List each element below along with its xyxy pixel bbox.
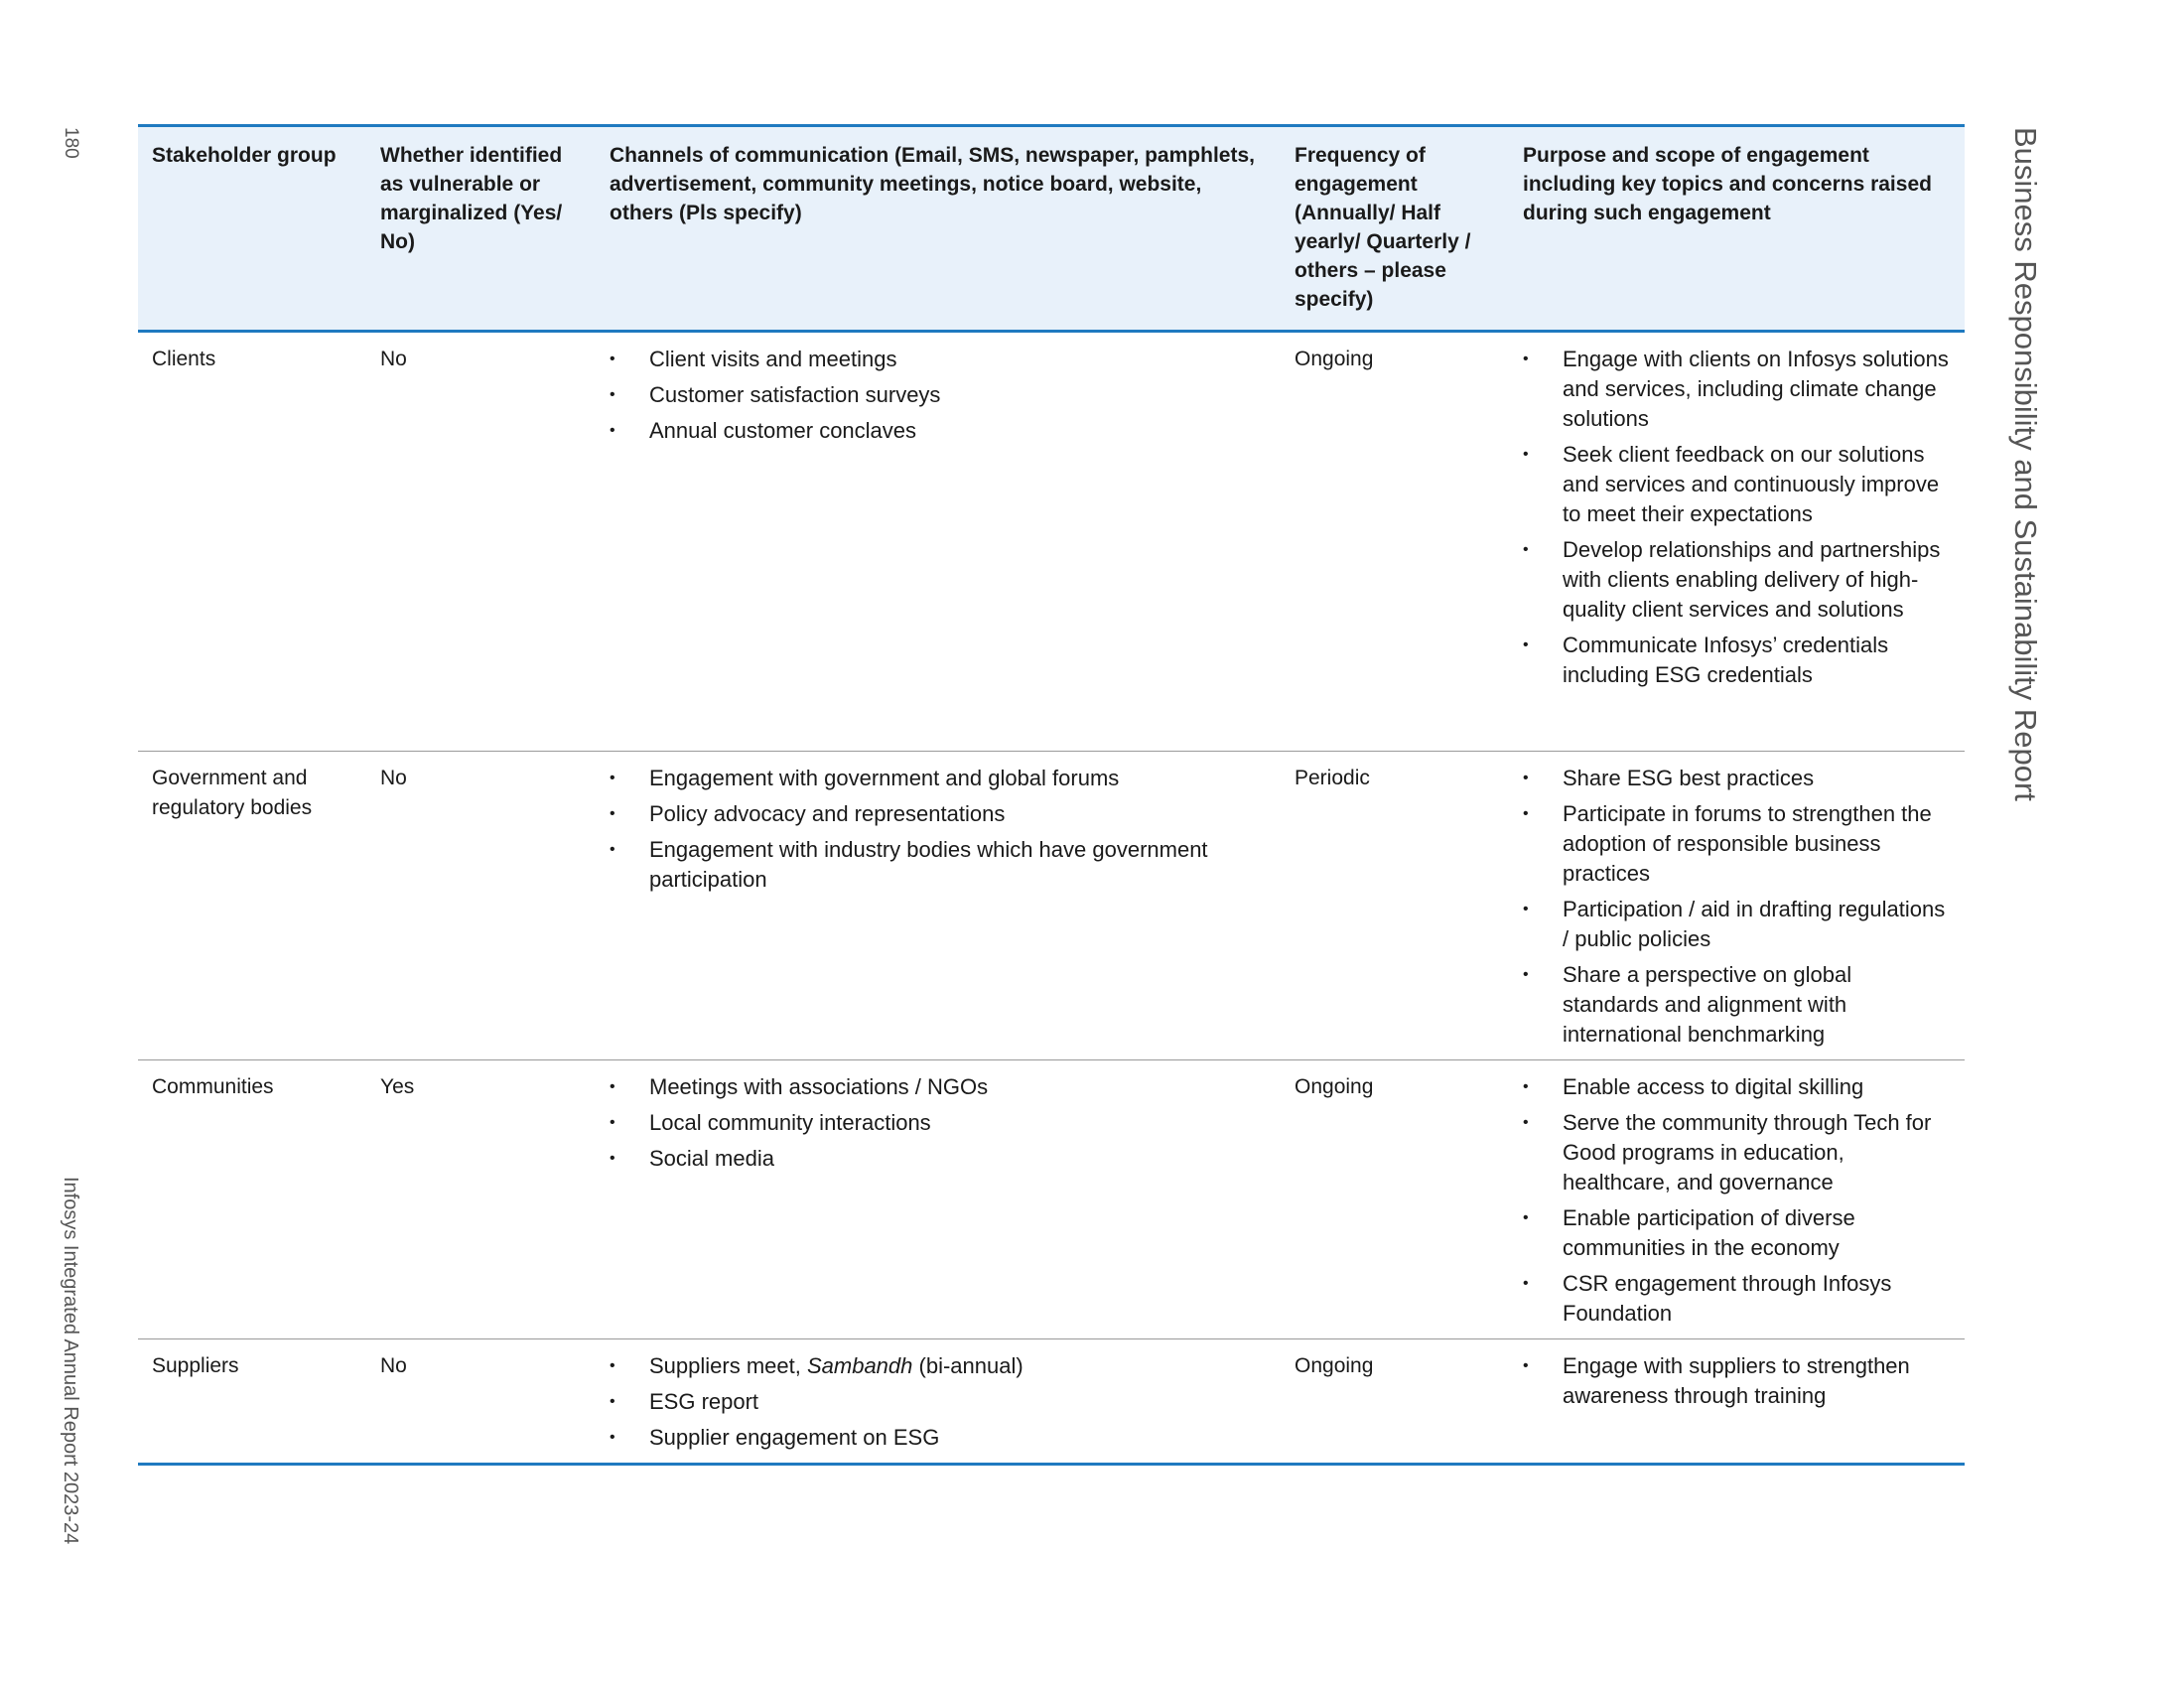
list-item: • CSR engagement through Infosys Foundation <box>1523 1269 1951 1329</box>
cell-frequency: Ongoing <box>1281 1339 1509 1465</box>
cell-vulnerable: No <box>380 348 407 370</box>
list-item: • Annual customer conclaves <box>610 416 1267 446</box>
page-number: 180 <box>61 127 81 159</box>
table-row <box>138 1339 1965 1465</box>
cell-channels <box>596 752 1281 1060</box>
list-item: • Enable access to digital skilling <box>1523 1072 1951 1102</box>
list-item: • ESG report <box>610 1387 1267 1417</box>
sambandh-term: Sambandh <box>806 1353 913 1378</box>
cell-vulnerable: No <box>366 1339 596 1465</box>
cell-group: Clients <box>152 348 216 370</box>
suppliers-meet-suffix: (bi-annual) <box>912 1353 1024 1378</box>
cell-frequency: Periodic <box>1281 752 1509 1060</box>
cell-group: Government and regulatory bodies <box>138 752 366 1060</box>
cell-frequency: Ongoing <box>1281 1060 1509 1339</box>
list-item: • Participation / aid in drafting regulations / public policies <box>1523 895 1951 954</box>
list-item: • Enable participation of diverse communities in the economy <box>1523 1203 1951 1263</box>
list-item: • Local community interactions <box>610 1108 1267 1138</box>
list-item: • Supplier engagement on ESG <box>610 1423 1267 1453</box>
table-row <box>138 752 1965 1060</box>
header-frequency: Frequency of engagement (Annually/ Half yearly/ Quarterly / others – please specify) <box>1281 126 1509 332</box>
list-item: • Engage with suppliers to strengthen awareness through training <box>1523 1351 1951 1411</box>
cell-frequency: Ongoing <box>1295 348 1374 370</box>
list-item: • Participate in forums to strengthen the adoption of responsible business practices <box>1523 799 1951 889</box>
cell-purpose <box>1509 752 1965 1060</box>
header-channels: Channels of communication (Email, SMS, newspaper, pamphlets, advertisement, community meetings, notice board, website, others (Pls specify) <box>596 126 1281 332</box>
cell-channels <box>596 332 1281 752</box>
report-footer-title: Infosys Integrated Annual Report 2023-24 <box>60 1177 81 1545</box>
list-item: • Meetings with associations / NGOs <box>610 1072 1267 1102</box>
header-stakeholder-group: Stakeholder group <box>138 126 366 332</box>
header-purpose: Purpose and scope of engagement including key topics and concerns raised during such engagement <box>1509 126 1965 332</box>
cell-purpose <box>1509 332 1965 752</box>
cell-purpose <box>1509 1339 1965 1465</box>
list-item: • Share ESG best practices <box>1523 764 1951 793</box>
list-item: • Communicate Infosys’ credentials including ESG credentials <box>1523 631 1951 690</box>
list-item: • Serve the community through Tech for Good programs in education, healthcare, and governance <box>1523 1108 1951 1197</box>
list-item: • Seek client feedback on our solutions and services and continuously improve to meet their expectations <box>1523 440 1951 529</box>
table-row <box>138 1060 1965 1339</box>
cell-purpose <box>1509 1060 1965 1339</box>
table-row <box>138 332 1965 752</box>
section-side-title: Business Responsibility and Sustainability Report <box>2008 127 2043 801</box>
list-item: • Social media <box>610 1144 1267 1174</box>
header-vulnerable: Whether identified as vulnerable or marginalized (Yes/ No) <box>366 126 596 332</box>
cell-group: Communities <box>138 1060 366 1339</box>
list-item: • Customer satisfaction surveys <box>610 380 1267 410</box>
list-item: • Client visits and meetings <box>610 345 1267 374</box>
cell-vulnerable: Yes <box>366 1060 596 1339</box>
list-item: • Policy advocacy and representations <box>610 799 1267 829</box>
cell-channels <box>596 1060 1281 1339</box>
list-item: • Share a perspective on global standards and alignment with international benchmarking <box>1523 960 1951 1050</box>
list-item: • Engagement with government and global forums <box>610 764 1267 793</box>
list-item: • Engage with clients on Infosys solutions and services, including climate change solutions <box>1523 345 1951 434</box>
list-item: • Develop relationships and partnerships with clients enabling delivery of high-quality client services and solutions <box>1523 535 1951 625</box>
stakeholder-engagement-table <box>138 124 1965 1466</box>
cell-vulnerable: No <box>366 752 596 1060</box>
cell-channels <box>596 1339 1281 1465</box>
suppliers-meet-prefix: Suppliers meet, <box>649 1353 807 1378</box>
list-item: • Engagement with industry bodies which have government participation <box>610 835 1267 895</box>
list-item <box>610 1351 1267 1381</box>
table-header-row <box>138 126 1965 332</box>
cell-group: Suppliers <box>138 1339 366 1465</box>
